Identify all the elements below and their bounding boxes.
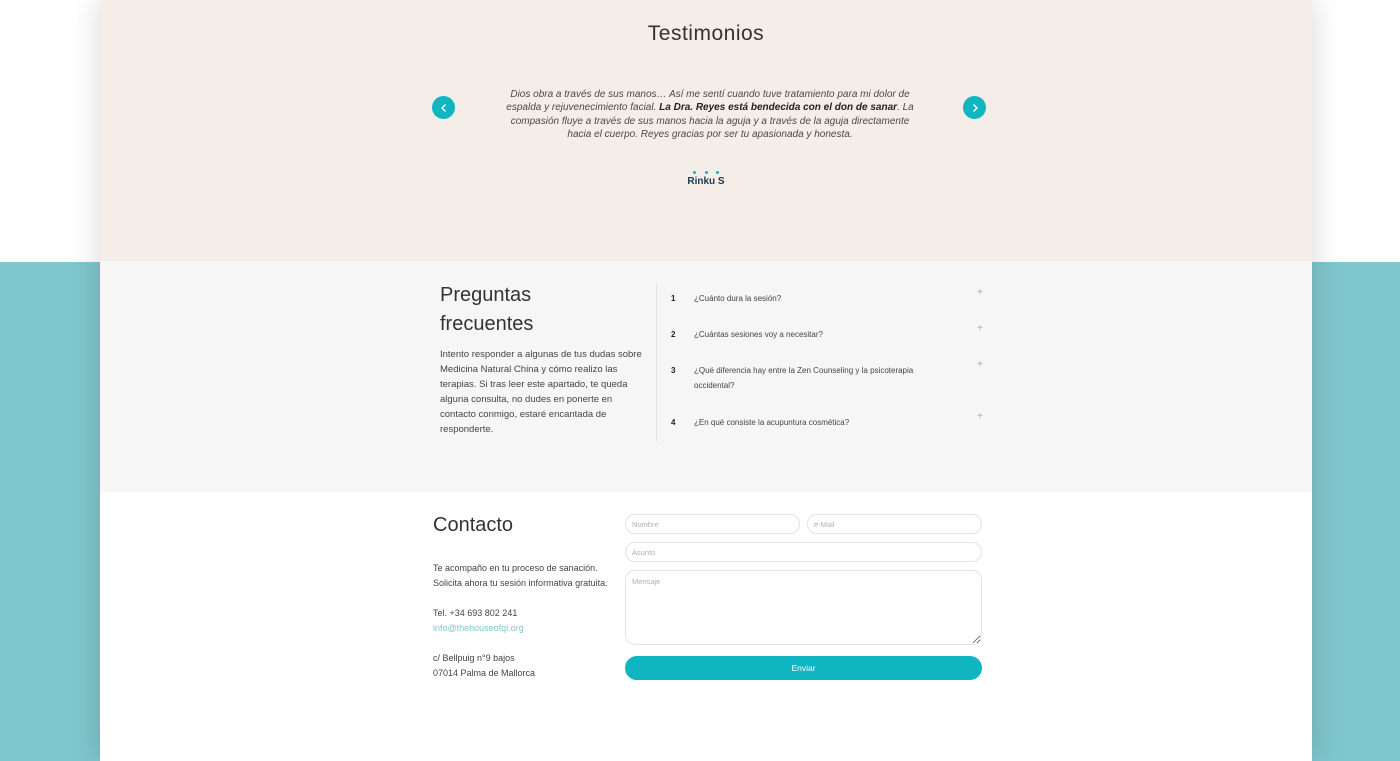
quote-text-bold: La Dra. Reyes está bendecida con el don de sanar: [659, 102, 898, 114]
plus-icon[interactable]: +: [977, 359, 983, 370]
faq-question[interactable]: ¿Qué diferencia hay entre la Zen Counseling y la psicoterapia occidental?: [694, 366, 914, 390]
carousel-dot[interactable]: [716, 171, 719, 174]
send-button[interactable]: Enviar: [625, 656, 982, 680]
faq-item[interactable]: [671, 323, 983, 342]
faq-item[interactable]: [671, 287, 983, 306]
faq-number: 2: [671, 330, 676, 339]
carousel-dot[interactable]: [693, 171, 696, 174]
chevron-right-icon: [970, 103, 980, 113]
faq-question[interactable]: ¿Cuántas sesiones voy a necesitar?: [694, 330, 823, 339]
faq-number: 4: [671, 418, 676, 427]
carousel-dot[interactable]: [705, 171, 708, 174]
faq-question[interactable]: ¿Cuánto dura la sesión?: [694, 294, 782, 303]
quote-text-start: Dios obra a través de sus manos… Así me sentí cuando tuve tratamiento para mi dolor de espalda y rejuvenecimiento facial.: [506, 89, 910, 114]
testimonial-next-button[interactable]: [963, 96, 986, 119]
chevron-left-icon: [439, 103, 449, 113]
subject-input[interactable]: [625, 542, 982, 562]
contact-address: [433, 651, 613, 681]
plus-icon[interactable]: +: [977, 323, 983, 334]
contact-intro: Te acompaño en tu proceso de sanación. Solicita ahora tu sesión informativa gratuita.: [433, 563, 608, 588]
contact-phone: Tel. +34 693 802 241: [433, 608, 518, 618]
page-container: [100, 0, 1312, 761]
faq-question[interactable]: ¿En qué consiste la acupuntura cosmética?: [694, 418, 850, 427]
faq-title: Preguntas frecuentes: [440, 284, 534, 335]
contact-email-link[interactable]: info@thehouseofqi.org: [433, 623, 524, 633]
testimonials-title: Testimonios: [647, 22, 765, 45]
faq-number: 3: [671, 366, 676, 375]
testimonials-section: [100, 0, 1312, 261]
faq-item[interactable]: [671, 411, 983, 430]
testimonial-quote: [500, 88, 920, 141]
faq-divider: [656, 283, 657, 441]
address-line-2: 07014 Palma de Mallorca: [433, 668, 536, 678]
faq-item[interactable]: [671, 359, 983, 393]
testimonial-prev-button[interactable]: [432, 96, 455, 119]
faq-intro: Intento responder a algunas de tus dudas sobre Medicina Natural China y cómo realizo las terapias. Si tras leer este apartado, te queda alguna consulta, no dudes en ponerte en contacto conmigo, estaré encantada de responderte.: [440, 349, 642, 435]
testimonial-author: Rinku S: [687, 176, 725, 187]
contact-info: [433, 561, 613, 696]
name-input[interactable]: [625, 514, 800, 534]
contact-section: [100, 492, 1312, 761]
contact-phone-block: [433, 606, 613, 636]
message-textarea[interactable]: [625, 570, 982, 645]
contact-title: Contacto: [433, 514, 514, 536]
quote-text-end: . La compasión fluye a través de sus manos hacia la aguja y a través de la aguja directamente hacia el cuerpo. Reyes gracias por ser tu apasionada y honesta.: [510, 102, 914, 140]
faq-number: 1: [671, 294, 676, 303]
plus-icon[interactable]: +: [977, 287, 983, 298]
address-line-1: c/ Bellpuig n°9 bajos: [433, 653, 515, 663]
email-input[interactable]: [807, 514, 982, 534]
plus-icon[interactable]: +: [977, 411, 983, 422]
faq-section: [100, 261, 1312, 492]
